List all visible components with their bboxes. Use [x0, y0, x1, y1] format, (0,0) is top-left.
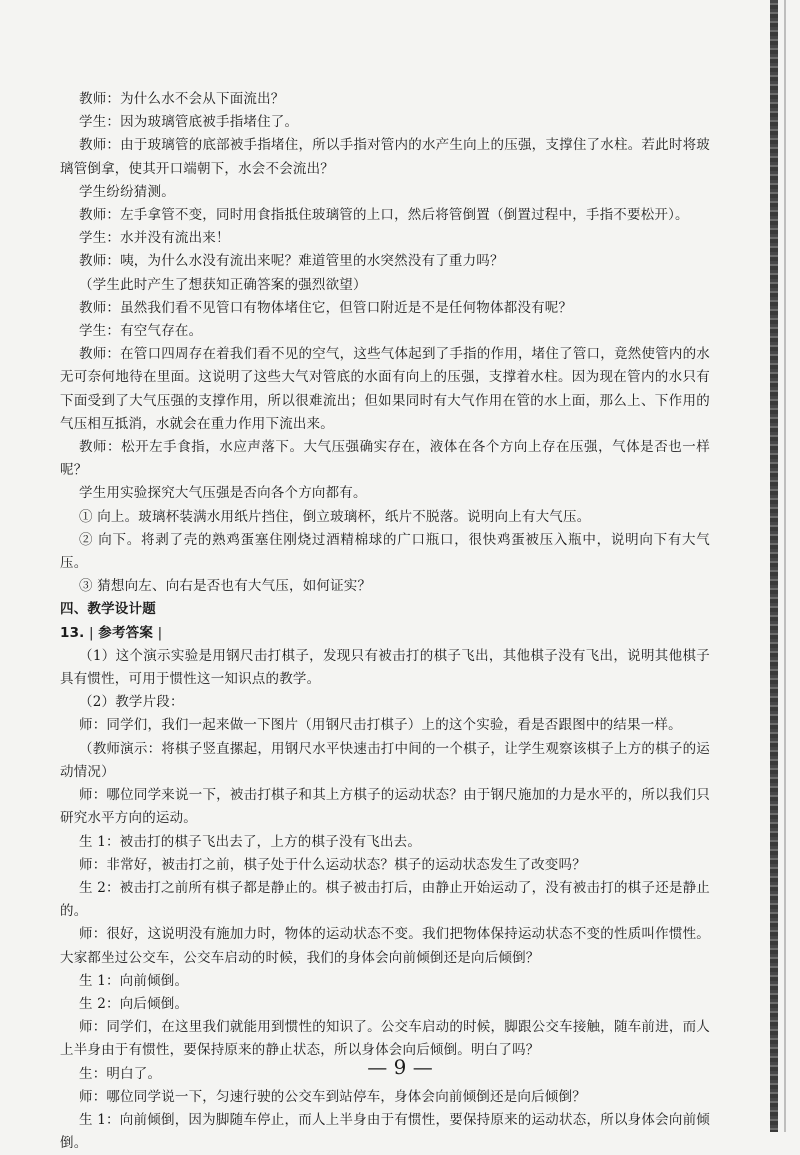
experiment-item: ③ 猜想向左、向右是否也有大气压，如何证实？: [79, 578, 372, 595]
answer-line: 师：哪位同学来说一下，被击打棋子和其上方棋子的运动状态？由于钢尺施加的力是水平的，所以我们只研究水平方向的运动。: [60, 787, 710, 827]
scan-edge-bar: [770, 0, 778, 1132]
question-number: 13.: [60, 624, 85, 641]
answer-line: 生：明白了。: [79, 1065, 162, 1082]
answer-line: 师：同学们，我们一起来做一下图片（用钢尺击打棋子）上的这个实验，看是否跟图中的结果一样。: [79, 717, 682, 734]
dialogue-line: 教师：左手拿管不变，同时用食指抵住玻璃管的上口，然后将管倒置（倒置过程中，手指不要松开）。: [79, 207, 689, 224]
section-heading: 四、教学设计题: [60, 601, 156, 618]
answer-line: （1）这个演示实验是用钢尺击打棋子，发现只有被击打的棋子飞出，其他棋子没有飞出，说明其他棋子具有惯性，可用于惯性这一知识点的教学。: [60, 647, 710, 688]
answer-line: （2）教学片段：: [79, 694, 184, 711]
answer-label: 参考答案: [98, 624, 154, 641]
dialogue-line: 教师：在管口四周存在着我们看不见的空气，这些气体起到了手指的作用，堵住了管口，竟然使管内的水无可奈何地待在里面。这说明了这些大气对管底的水面有向上的压强，支撑着水柱。因为现在管内的水只有下面受到了大气压强的支撑作用，所以很难流出；但如果同时有大气作用在管的水上面，那么上、下作用的气压相互抵消，水就会在重力作用下流出来。: [60, 346, 710, 432]
dialogue-line: 学生纷纷猜测。: [79, 183, 175, 200]
dialogue-line: 学生：水并没有流出来！: [79, 230, 230, 247]
answer-label-bracket: |: [89, 624, 99, 641]
answer-line: 生 2：被击打之前所有棋子都是静止的。棋子被击打后，由静止开始运动了，没有被击打的棋子还是静止的。: [60, 879, 710, 920]
dialogue-line: 教师：虽然我们看不见管口有物体堵住它，但管口附近是不是任何物体都没有呢？: [79, 299, 573, 316]
question-13-heading: [60, 622, 710, 645]
experiment-item: ② 向下。将剥了壳的熟鸡蛋塞住刚烧过酒精棉球的广口瓶口，很快鸡蛋被压入瓶中，说明向下有大气压。: [60, 531, 710, 572]
answer-line: 师：同学们，在这里我们就能用到惯性的知识了。公交车启动的时候，脚跟公交车接触，随车前进，而人上半身由于有惯性，要保持原来的静止状态，所以身体会向后倾倒。明白了吗？: [60, 1019, 710, 1059]
dialogue-line: 学生：因为玻璃管底被手指堵住了。: [79, 114, 299, 131]
dialogue-line: （学生此时产生了想获知正确答案的强烈欲望）: [79, 276, 367, 293]
page-body: [60, 88, 710, 1155]
scan-edge-line: [784, 0, 786, 1132]
answer-line: 生 1：向前倾倒。: [79, 972, 189, 989]
dialogue-line: 教师：松开左手食指，水应声落下。大气压强确实存在，液体在各个方向上存在压强，气体是否也一样呢？: [60, 439, 710, 479]
experiment-item: ① 向上。玻璃杯装满水用纸片挡住，倒立玻璃杯，纸片不脱落。说明向上有大气压。: [79, 508, 591, 525]
dialogue-line: 学生：有空气存在。: [79, 323, 203, 340]
answer-line: 生 2：向后倾倒。: [79, 995, 189, 1012]
answer-line: 生 1：向前倾倒，因为脚随车停止，而人上半身由于有惯性，要保持原来的运动状态，所以身体会向前倾倒。: [60, 1111, 710, 1152]
dialogue-line: 教师：由于玻璃管的底部被手指堵住，所以手指对管内的水产生向上的压强，支撑住了水柱。若此时将玻璃管倒拿，使其开口端朝下，水会不会流出？: [60, 137, 710, 177]
dialogue-line: 教师：咦，为什么水没有流出来呢？难道管里的水突然没有了重力吗？: [79, 253, 504, 270]
dialogue-line: 学生用实验探究大气压强是否向各个方向都有。: [79, 485, 367, 502]
page-number: — 9 —: [367, 1055, 433, 1079]
answer-line: 师：很好，这说明没有施加力时，物体的运动状态不变。我们把物体保持运动状态不变的性质叫作惯性。大家都坐过公交车，公交车启动的时候，我们的身体会向前倾倒还是向后倾倒？: [60, 926, 710, 966]
answer-line: 生 1：被击打的棋子飞出去了，上方的棋子没有飞出去。: [79, 833, 422, 850]
answer-line: 师：哪位同学说一下，匀速行驶的公交车到站停车，身体会向前倾倒还是向后倾倒？: [79, 1088, 586, 1105]
answer-line: 师：非常好，被击打之前，棋子处于什么运动状态？棋子的运动状态发生了改变吗？: [79, 856, 586, 873]
answer-line: （教师演示：将棋子竖直摞起，用钢尺水平快速击打中间的一个棋子，让学生观察该棋子上方的棋子的运动情况）: [60, 740, 710, 780]
answer-label-bracket: |: [153, 624, 163, 641]
dialogue-line: 教师：为什么水不会从下面流出？: [79, 91, 285, 107]
